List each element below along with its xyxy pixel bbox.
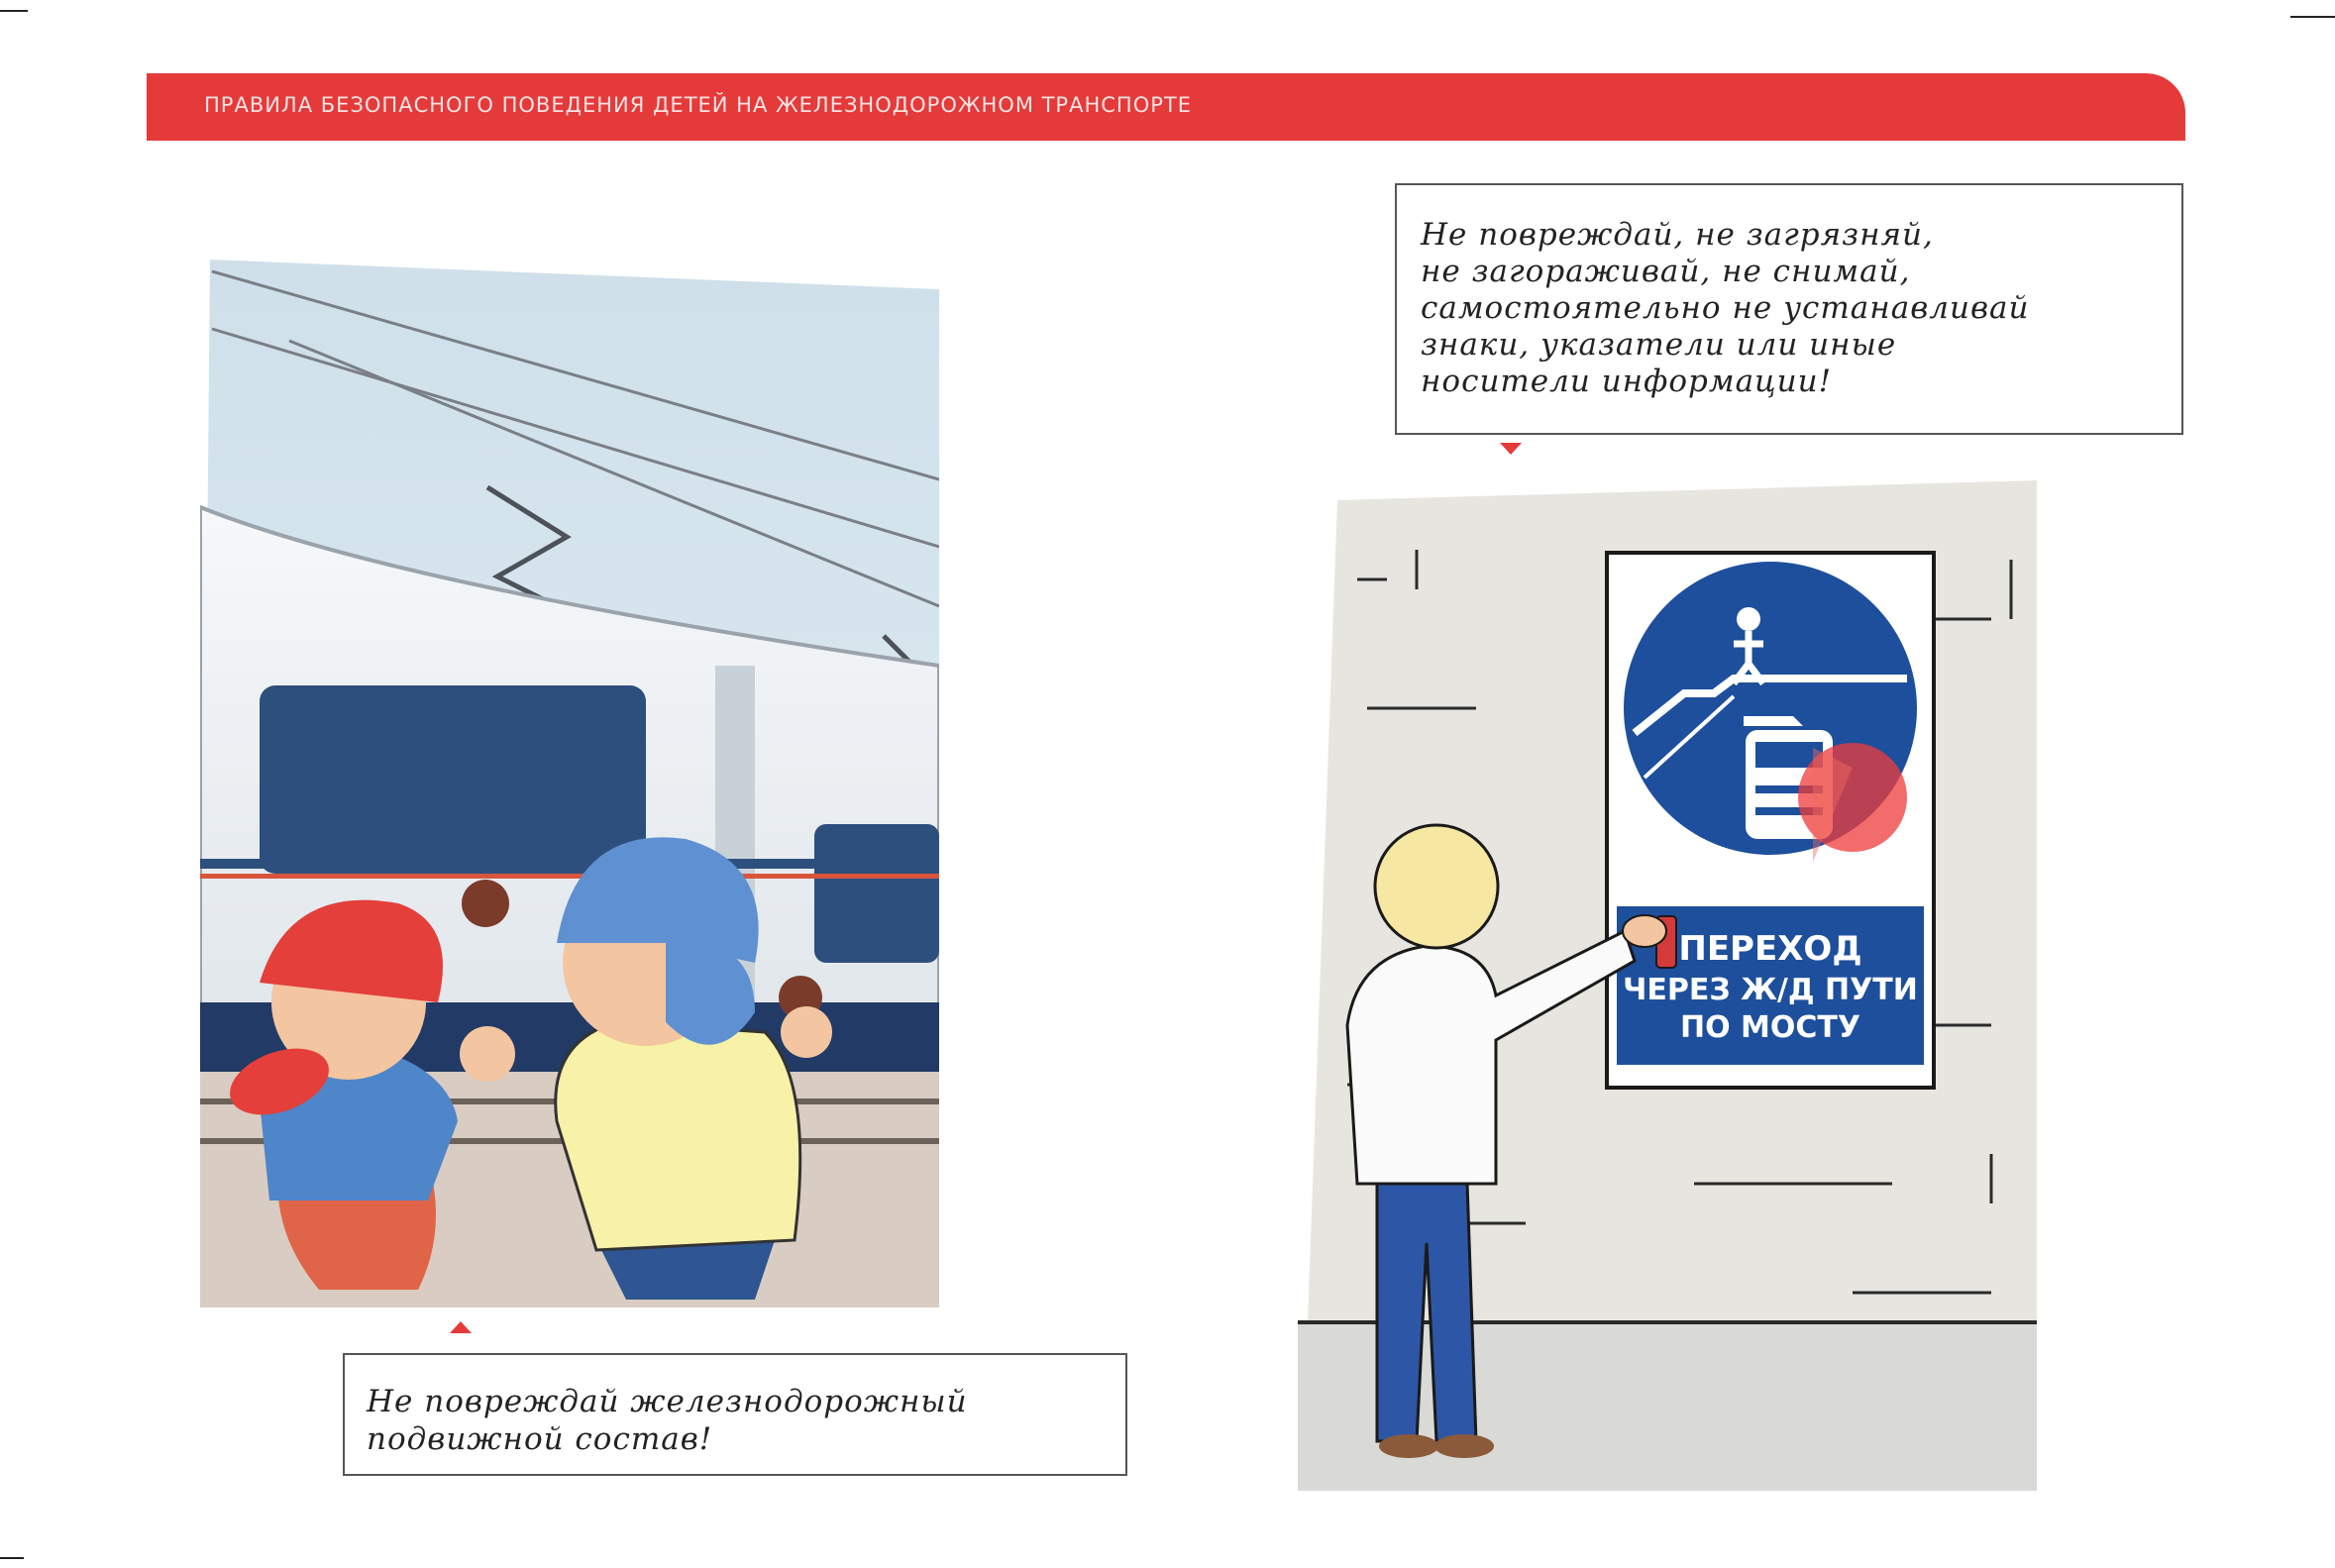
crop-mark-bottom-left — [0, 1557, 24, 1559]
sign-text-line: ПО МОСТУ — [1679, 1010, 1861, 1045]
train-window — [260, 685, 646, 874]
train-window — [814, 824, 939, 963]
right-caption-text: Не повреждай, не загрязняй, не загораживай, не снимай, самостоятельно не устанавливай знаки, указатели или иные носители информации! — [1421, 217, 2030, 399]
right-caption-box — [1395, 183, 2183, 435]
header-bar — [147, 73, 2185, 141]
right-illustration — [1298, 470, 2037, 1491]
sign-text-line: ПЕРЕХОД — [1678, 929, 1862, 969]
crop-mark-top-left — [0, 10, 28, 12]
crop-mark-top-right — [2290, 16, 2335, 18]
page-title: ПРАВИЛА БЕЗОПАСНОГО ПОВЕДЕНИЯ ДЕТЕЙ НА ЖЕЛЕЗНОДОРОЖНОМ ТРАНСПОРТЕ — [204, 93, 1192, 117]
train-stripe — [200, 859, 939, 869]
caption-pointer — [450, 1321, 472, 1333]
caption-pointer — [1500, 443, 1522, 455]
sign-text-line: ЧЕРЕЗ Ж/Д ПУТИ — [1623, 973, 1918, 1007]
stone — [462, 880, 509, 927]
left-caption-text: Не повреждай железнодорожный подвижной состав! — [367, 1384, 968, 1457]
train-stripe-red — [200, 874, 939, 879]
left-illustration — [200, 250, 939, 1307]
left-caption-box — [343, 1353, 1127, 1476]
